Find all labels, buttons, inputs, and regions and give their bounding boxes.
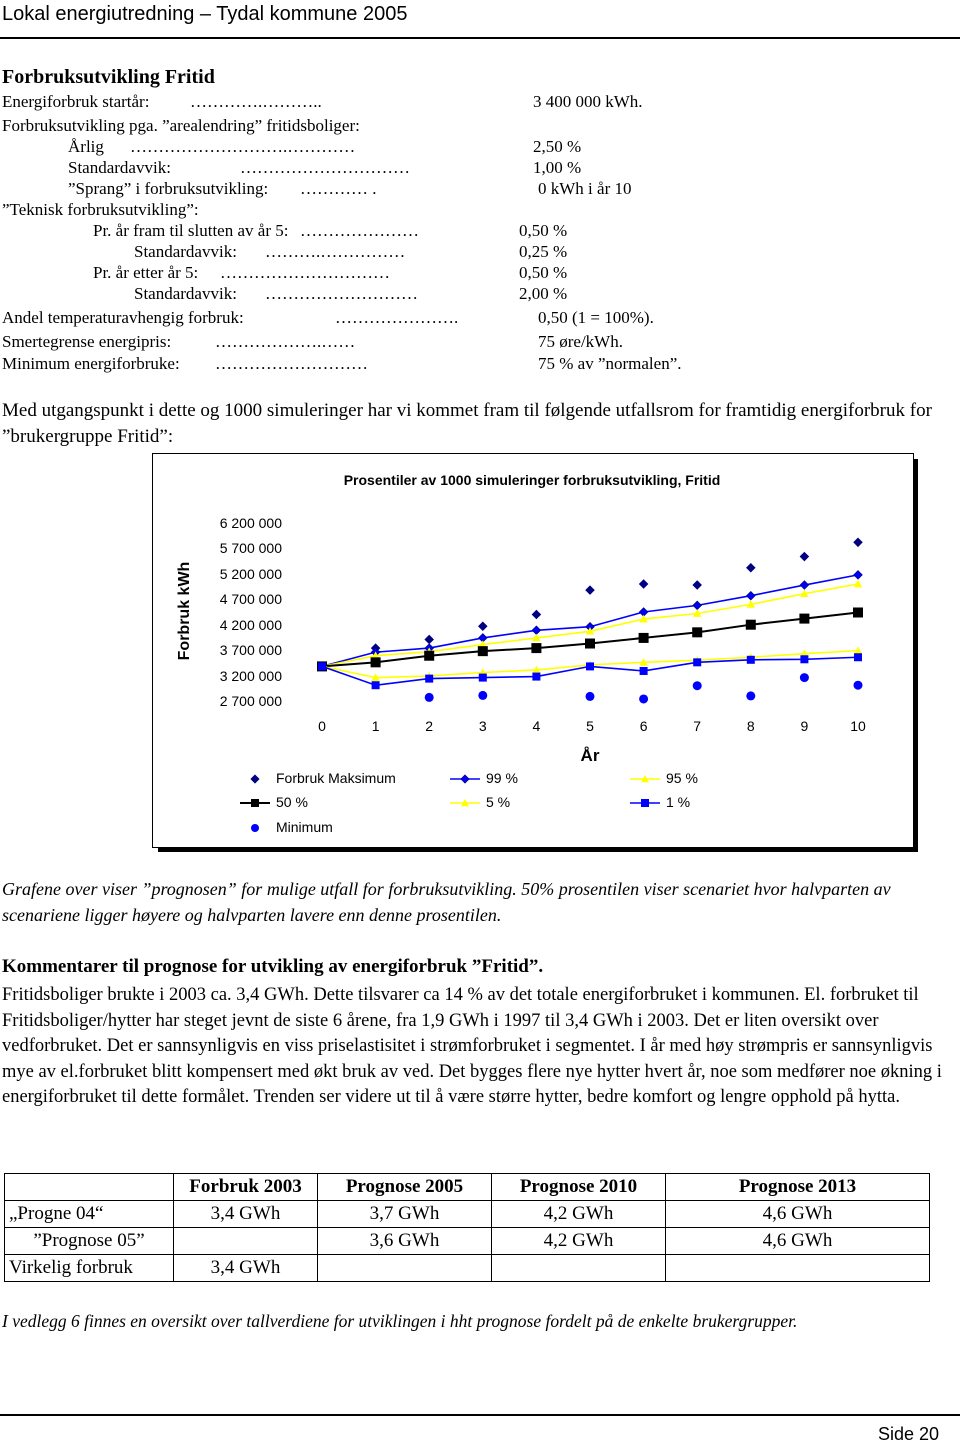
param-value: 75 % av ”normalen”. xyxy=(538,354,682,373)
chart-x-tick-label: 9 xyxy=(800,718,809,734)
data-point xyxy=(800,581,808,589)
param-label: Årlig xyxy=(68,137,104,156)
data-point xyxy=(586,662,594,670)
param-leader-dots: ……………………….………… xyxy=(130,137,356,156)
data-point xyxy=(746,620,756,630)
footnote: I vedlegg 6 finnes en oversikt over tallverdiene for utviklingen i hht prognose fordelt på de enkelte brukergrupper. xyxy=(2,1311,798,1331)
table-row xyxy=(5,1255,930,1282)
chart-y-tick-label: 6 200 000 xyxy=(219,515,282,531)
data-point xyxy=(425,635,433,643)
chart-y-tick-label: 5 200 000 xyxy=(219,565,282,582)
param-label: Standardavvik: xyxy=(134,242,237,261)
table-header-cell: Forbruk 2003 xyxy=(174,1174,318,1201)
table-cell: 3,4 GWh xyxy=(174,1201,318,1228)
data-point xyxy=(693,581,701,589)
param-leader-dots: ……………………… xyxy=(215,354,368,373)
chart-x-tick-label: 2 xyxy=(425,718,434,734)
chart-x-axis-label: År xyxy=(580,746,600,765)
legend-label: 95 % xyxy=(666,770,698,786)
table-header-cell xyxy=(5,1174,174,1201)
data-point xyxy=(693,658,701,666)
data-point xyxy=(532,610,540,618)
data-point xyxy=(318,662,326,670)
data-point xyxy=(853,607,863,617)
chart-x-tick-label: 8 xyxy=(746,718,755,734)
param-value: 75 øre/kWh. xyxy=(538,332,623,351)
param-value: 2,50 % xyxy=(533,137,582,156)
param-label: Pr. år fram til slutten av år 5: xyxy=(93,221,289,240)
param-value: 0,50 % xyxy=(519,221,568,240)
legend-marker xyxy=(251,799,259,807)
table-cell: 4,2 GWh xyxy=(492,1201,666,1228)
param-label: Smertegrense energipris: xyxy=(2,332,172,351)
data-point xyxy=(800,655,808,663)
data-point xyxy=(692,627,702,637)
table-cell xyxy=(174,1228,318,1255)
data-point xyxy=(799,614,809,624)
table-cell: 4,6 GWh xyxy=(666,1201,930,1228)
section-title: Forbruksutvikling Fritid xyxy=(2,66,215,88)
chart-y-tick-label: 5 700 000 xyxy=(219,540,282,557)
table-header-cell: Prognose 2013 xyxy=(666,1174,930,1201)
page-number: Side 20 xyxy=(878,1424,940,1444)
chart-x-tick-label: 0 xyxy=(318,718,326,734)
data-point xyxy=(854,653,862,661)
param-label: ”Sprang” i forbruksutvikling: xyxy=(68,179,269,198)
legend-marker xyxy=(251,775,259,783)
table-cell xyxy=(492,1255,666,1282)
legend-label: 50 % xyxy=(276,794,308,810)
footer-rule xyxy=(0,1414,960,1416)
chart-x-tick-label: 3 xyxy=(478,718,487,734)
table-cell: 3,4 GWh xyxy=(174,1255,318,1282)
data-point xyxy=(531,643,541,653)
chart-x-tick-label: 6 xyxy=(639,718,648,734)
legend-marker xyxy=(251,824,259,832)
param-leader-dots: ………………………… xyxy=(240,158,410,177)
data-point xyxy=(693,681,702,690)
data-point xyxy=(747,656,755,664)
table-cell: ”Prognose 05” xyxy=(5,1228,174,1255)
data-point xyxy=(747,564,755,572)
chart-x-tick-label: 5 xyxy=(586,718,594,734)
intro-paragraph: Med utgangspunkt i dette og 1000 simuleringer har vi kommet fram til følgende utfallsrom for framtidig energiforbruk for ”brukergruppe Fritid”: xyxy=(2,400,932,447)
param-label: ”Teknisk forbruksutvikling”: xyxy=(2,200,199,219)
data-point xyxy=(372,681,380,689)
param-value: 0,50 (1 = 100%). xyxy=(538,308,654,327)
param-label: Standardavvik: xyxy=(134,284,237,303)
table-cell: 4,6 GWh xyxy=(666,1228,930,1255)
param-value: 0 kWh i år 10 xyxy=(538,179,632,198)
legend-label: 5 % xyxy=(486,794,511,810)
param-label: Forbruksutvikling pga. ”arealendring” fritidsboliger: xyxy=(2,116,360,135)
param-label: Minimum energiforbruke: xyxy=(2,354,180,373)
chart-x-tick-label: 4 xyxy=(532,718,541,734)
chart-title: Prosentiler av 1000 simuleringer forbruksutvikling, Fritid xyxy=(343,472,721,488)
data-point xyxy=(586,586,594,594)
table-header-cell: Prognose 2010 xyxy=(492,1174,666,1201)
data-point xyxy=(854,571,862,579)
data-point xyxy=(478,646,488,656)
table-header-cell: Prognose 2005 xyxy=(318,1174,492,1201)
param-value: 1,00 % xyxy=(533,158,582,177)
data-point xyxy=(639,694,648,703)
data-point xyxy=(639,580,647,588)
data-point xyxy=(425,693,434,702)
chart-y-tick-label: 4 700 000 xyxy=(219,591,282,608)
param-leader-dots: ………………… xyxy=(300,221,419,240)
param-leader-dots: ……….…………… xyxy=(265,242,406,261)
data-point xyxy=(585,639,595,649)
data-point xyxy=(640,667,648,675)
data-point xyxy=(854,681,863,690)
chart-y-tick-label: 3 700 000 xyxy=(219,642,282,659)
table-cell xyxy=(666,1255,930,1282)
data-point xyxy=(693,601,701,609)
param-label: Standardavvik: xyxy=(68,158,171,177)
table-cell: 4,2 GWh xyxy=(492,1228,666,1255)
chart-x-tick-label: 1 xyxy=(371,718,380,734)
data-point xyxy=(746,691,755,700)
chart-y-tick-label: 4 200 000 xyxy=(219,616,282,633)
chart-x-tick-label: 7 xyxy=(693,718,702,734)
param-label: Andel temperaturavhengig forbruk: xyxy=(2,308,244,327)
data-point xyxy=(479,622,487,630)
param-leader-dots: ………….……….. xyxy=(190,92,322,111)
data-point xyxy=(747,592,755,600)
param-leader-dots: ……………….…… xyxy=(215,332,356,351)
data-point xyxy=(532,673,540,681)
legend-label: 1 % xyxy=(666,794,691,810)
data-point xyxy=(800,673,809,682)
legend-marker xyxy=(461,775,469,783)
data-point xyxy=(424,651,434,661)
param-label: Energiforbruk startår: xyxy=(2,92,150,111)
table-cell: „Progne 04“ xyxy=(5,1201,174,1228)
param-leader-dots: ………………………… xyxy=(220,263,390,282)
table-cell: 3,7 GWh xyxy=(318,1201,492,1228)
param-label: Pr. år etter år 5: xyxy=(93,263,199,282)
table-row xyxy=(5,1228,930,1255)
comments-heading: Kommentarer til prognose for utvikling av energiforbruk ”Fritid”. xyxy=(2,956,544,977)
comments-body: Fritidsboliger brukte i 2003 ca. 3,4 GWh. Dette tilsvarer ca 14 % av det totale energiforbruket i kommunen. El. forbruket til Fritidsboliger/hytter har steget jevnt de siste 6 årene, fra 1,9 GWh i 1997 til 3,4 GWh i 2003. Det er liten oversikt over vedforbruket. Det er sannsynligvis en viss priselastisitet i strømforbruket i segmentet. I år med høy strømpris er sannsynligvis mye av el.forbruket blitt kompensert med økt bruk av ved. Det bygges flere nye hytter hvert år, noe som medfører noe økning i energiforbruket til dette formålet. Trenden ser videre ut til å være større hytter, bedre komfort og lengre opphold på hytta. xyxy=(2,985,942,1107)
table-cell: 3,6 GWh xyxy=(318,1228,492,1255)
param-leader-dots: ……………………… xyxy=(265,284,418,303)
chart-y-tick-label: 3 200 000 xyxy=(219,667,282,684)
data-point xyxy=(800,552,808,560)
table-header-row xyxy=(5,1174,930,1201)
table-row xyxy=(5,1201,930,1228)
param-leader-dots: …………………. xyxy=(335,308,459,327)
chart-x-tick-label: 10 xyxy=(850,718,866,734)
chart-caption: Grafene over viser ”prognosen” for mulige utfall for forbruksutvikling. 50% prosentilen viser scenariet hvor halvparten av scenariene ligger høyere og halvparten lavere enn denne prosentilen. xyxy=(2,879,891,925)
chart-y-axis-label: Forbruk kWh xyxy=(176,561,193,661)
param-value: 2,00 % xyxy=(519,284,568,303)
document-header: Lokal energiutredning – Tydal kommune 2005 xyxy=(2,3,408,25)
data-point xyxy=(854,580,862,588)
legend-label: Forbruk Maksimum xyxy=(276,770,396,786)
prognosis-table xyxy=(4,1173,930,1282)
data-point xyxy=(425,675,433,683)
table-cell: Virkelig forbruk xyxy=(5,1255,174,1282)
param-leader-dots: ………… . xyxy=(300,179,377,198)
param-value: 0,50 % xyxy=(519,263,568,282)
param-value: 0,25 % xyxy=(519,242,568,261)
data-point xyxy=(371,657,381,667)
data-point xyxy=(586,692,595,701)
legend-label: 99 % xyxy=(486,770,518,786)
param-value: 3 400 000 kWh. xyxy=(533,92,643,111)
legend-marker xyxy=(641,799,649,807)
legend-label: Minimum xyxy=(276,819,333,835)
data-point xyxy=(854,538,862,546)
data-point xyxy=(639,633,649,643)
data-point xyxy=(478,691,487,700)
data-point xyxy=(479,674,487,682)
chart-y-tick-label: 2 700 000 xyxy=(219,693,282,709)
table-cell xyxy=(318,1255,492,1282)
data-point xyxy=(532,626,540,634)
